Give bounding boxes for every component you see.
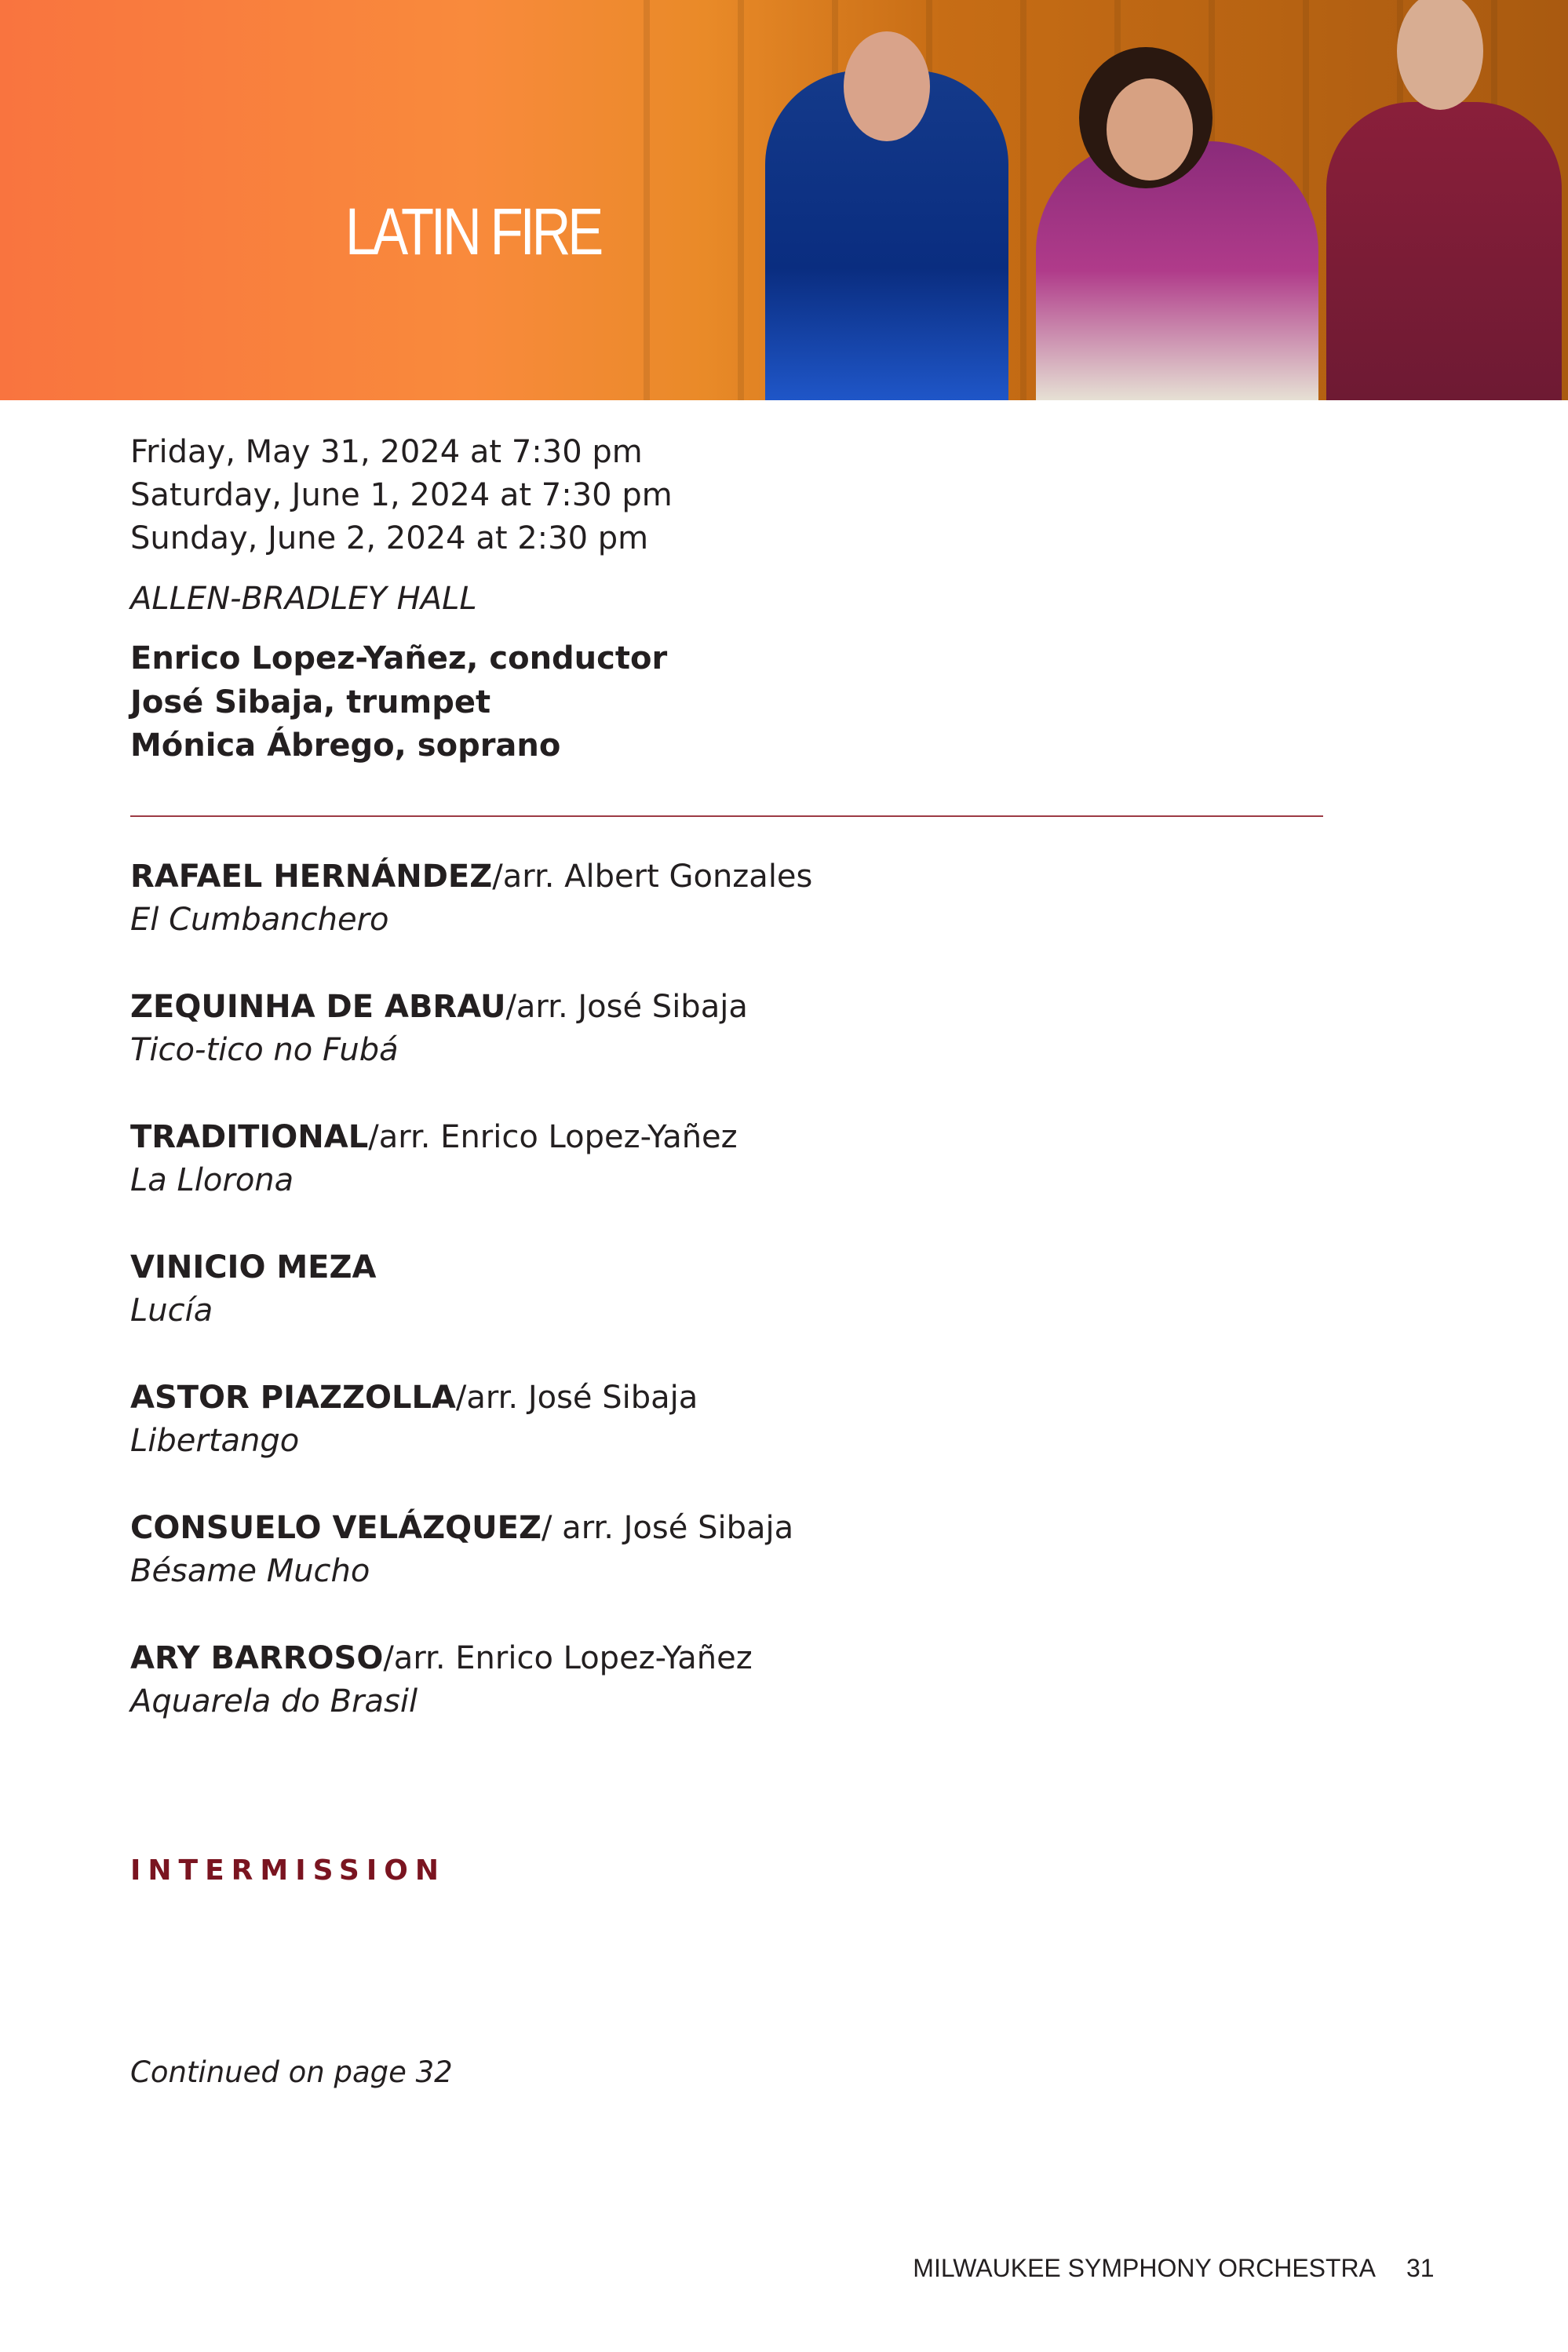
photo-trumpeter-head	[844, 31, 930, 141]
date-1: Friday, May 31, 2024 at 7:30 pm	[130, 434, 643, 470]
photo-soprano-face	[1107, 78, 1193, 181]
composer: RAFAEL HERNÁNDEZ	[130, 859, 493, 895]
arranger: /arr. Albert Gonzales	[492, 859, 813, 895]
footer-org: MILWAUKEE SYMPHONY ORCHESTRA	[913, 2254, 1376, 2282]
program-item-composer-line	[130, 1116, 738, 1159]
work-title: Libertango	[130, 1423, 300, 1459]
composer: ASTOR PIAZZOLLA	[130, 1380, 456, 1416]
divider	[130, 815, 1323, 817]
composer: ZEQUINHA DE ABRAU	[130, 989, 506, 1025]
arranger: /arr. Enrico Lopez-Yañez	[368, 1119, 738, 1155]
program-item-composer-line	[130, 1637, 753, 1680]
program-item-composer-line	[130, 1507, 793, 1550]
work-title: Aquarela do Brasil	[130, 1683, 418, 1719]
intermission-heading: INTERMISSION	[130, 1854, 446, 1887]
work-title: El Cumbanchero	[130, 902, 389, 938]
page-number: 31	[1406, 2254, 1435, 2282]
continued-note: Continued on page 32	[130, 2055, 453, 2089]
date-3: Sunday, June 2, 2024 at 2:30 pm	[130, 520, 649, 556]
concert-title: LATIN FIRE	[345, 195, 601, 268]
program-item-composer-line	[130, 1246, 376, 1289]
performer-2: José Sibaja, trumpet	[130, 684, 491, 720]
photo-soprano	[1036, 141, 1318, 400]
composer: ARY BARROSO	[130, 1640, 384, 1676]
work-title: Bésame Mucho	[130, 1553, 370, 1589]
program-item-composer-line	[130, 1377, 698, 1420]
photo-conductor	[1326, 102, 1562, 400]
hero-banner	[0, 0, 1568, 400]
program-item-composer-line	[130, 986, 748, 1029]
composer: VINICIO MEZA	[130, 1249, 377, 1285]
arranger: / arr. José Sibaja	[541, 1510, 794, 1546]
work-title: La Llorona	[130, 1162, 294, 1198]
work-title: Lucía	[130, 1293, 213, 1329]
performer-1: Enrico Lopez-Yañez, conductor	[130, 640, 668, 676]
performer-3: Mónica Ábrego, soprano	[130, 727, 561, 764]
arranger: /arr. José Sibaja	[455, 1380, 698, 1416]
composer: CONSUELO VELÁZQUEZ	[130, 1510, 542, 1546]
arranger: /arr. Enrico Lopez-Yañez	[383, 1640, 753, 1676]
date-2: Saturday, June 1, 2024 at 7:30 pm	[130, 477, 673, 513]
composer: TRADITIONAL	[130, 1119, 369, 1155]
work-title: Tico-tico no Fubá	[130, 1032, 399, 1068]
arranger: /arr. José Sibaja	[505, 989, 748, 1025]
program-item-composer-line	[130, 855, 812, 899]
venue: ALLEN-BRADLEY HALL	[130, 581, 477, 617]
